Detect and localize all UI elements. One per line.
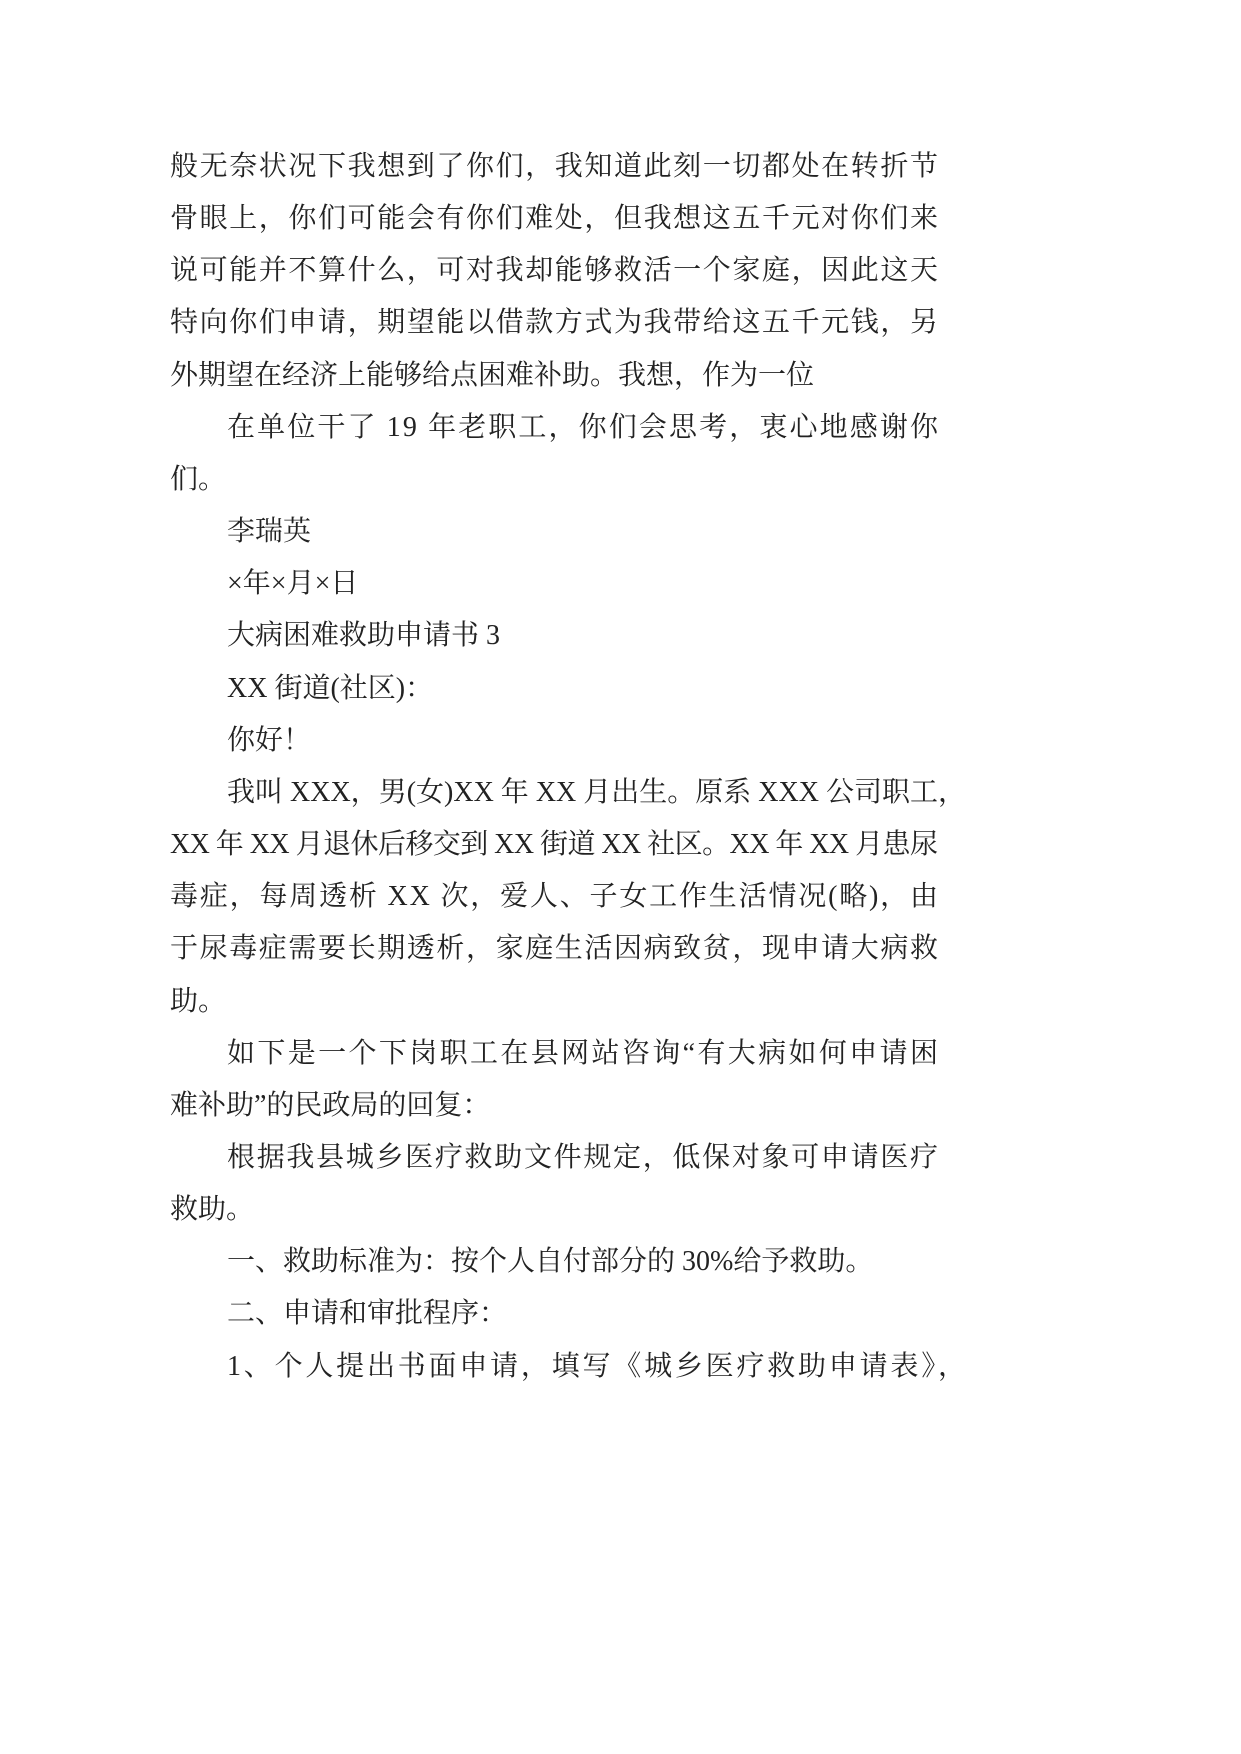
paragraph-line: 1、个人提出书面申请，填写《城乡医疗救助申请表》，	[227, 1350, 969, 1382]
recipient-line: XX 街道(社区)：	[227, 672, 434, 704]
document-title: 大病困难救助申请书 3	[227, 620, 501, 652]
paragraph	[170, 402, 941, 506]
numbered-item	[170, 1236, 938, 1288]
paragraph-line: 们。	[170, 463, 227, 495]
paragraph	[170, 1028, 941, 1132]
signature-date: ×年×月×日	[227, 568, 359, 600]
paragraph-line: 于尿毒症需要长期透析，家庭生活因病致贫，现申请大病救	[170, 933, 940, 965]
greeting-line: 你好！	[227, 724, 312, 756]
paragraph-line: 二、申请和审批程序：	[227, 1298, 508, 1330]
paragraph-line: 救助。	[170, 1194, 255, 1226]
paragraph-line: 我叫 XXX，男(女)XX 年 XX 月出生。原系 XXX 公司职工，	[227, 776, 966, 808]
paragraph	[170, 1132, 938, 1236]
paragraph-line: 一、救助标准为：按个人自付部分的 30%给予救助。	[227, 1246, 874, 1278]
paragraph-line: 般无奈状况下我想到了你们，我知道此刻一切都处在转折节	[170, 151, 940, 182]
signature-name: 李瑞英	[227, 516, 312, 548]
paragraph-line: 如下是一个下岗职工在县网站咨询“有大病如何申请困	[227, 1037, 941, 1069]
paragraph-line: XX 年 XX 月退休后移交到 XX 街道 XX 社区。XX 年 XX 月患尿	[170, 829, 938, 861]
paragraph-line: 助。	[170, 985, 227, 1017]
paragraph-line: 说可能并不算什么，可对我却能够救活一个家庭，因此这天	[170, 255, 940, 287]
document-body	[170, 141, 969, 1393]
paragraph-line: 根据我县城乡医疗救助文件规定，低保对象可申请医疗	[227, 1141, 940, 1173]
numbered-item	[170, 1341, 969, 1393]
paragraph-line: 外期望在经济上能够给点困难补助。我想，作为一位	[170, 359, 815, 391]
paragraph-line: 毒症，每周透析 XX 次，爱人、子女工作生活情况(略)，由	[170, 881, 940, 913]
paragraph	[170, 141, 938, 402]
paragraph-line: 骨眼上，你们可能会有你们难处，但我想这五千元对你们来	[170, 203, 940, 235]
paragraph	[170, 767, 966, 1028]
paragraph-line: 特向你们申请，期望能以借款方式为我带给这五千元钱，另	[170, 307, 940, 339]
numbered-item	[170, 1288, 938, 1340]
paragraph-line: 在单位干了 19 年老职工，你们会思考，衷心地感谢你	[227, 411, 941, 443]
paragraph-line: 难补助”的民政局的回复：	[170, 1089, 491, 1121]
